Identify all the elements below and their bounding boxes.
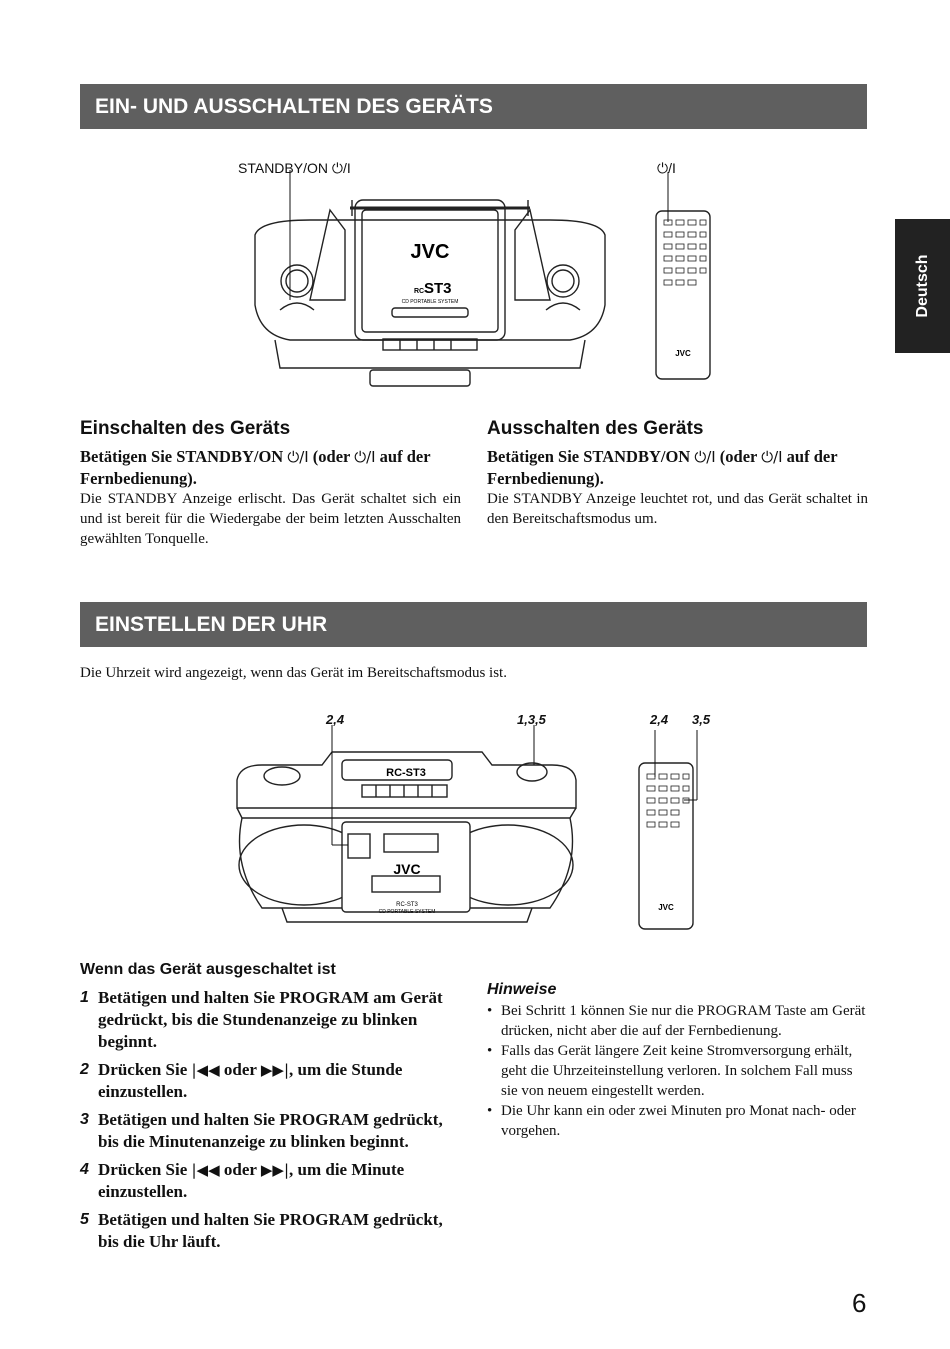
- language-tab: [895, 219, 950, 353]
- power-icon: ⏻/I: [287, 448, 309, 466]
- previous-icon: |◀◀: [191, 1161, 220, 1179]
- step-text: , um die Stunde einzustellen.: [98, 1060, 403, 1101]
- standby-on-label: STANDBY/ON ⏻/I: [238, 160, 351, 176]
- step-text: Betätigen und halten Sie PROGRAM am Gerät gedrückt, bis die Stundenanzeige zu blinken beginnt.: [98, 988, 443, 1051]
- step-number: 5: [80, 1211, 89, 1228]
- section-header-clock: EINSTELLEN DER UHR: [80, 602, 867, 647]
- power-on-instruction-b: (oder: [312, 447, 351, 466]
- note-item: • Falls das Gerät längere Zeit keine Stromversorgung erhält, geht die Uhrzeiteinstellung verloren. In solchem Fall muss sie von neuem eingestellt werden.: [487, 1041, 868, 1101]
- clock-steps: [80, 961, 461, 1259]
- remote-illustration: [655, 210, 711, 382]
- unit-subtitle: CD PORTABLE SYSTEM: [401, 299, 459, 305]
- step-text: Betätigen und halten Sie PROGRAM gedrückt, bis die Uhr läuft.: [98, 1210, 443, 1251]
- section-header-power: EIN- UND AUSSCHALTEN DES GERÄTS: [80, 84, 867, 129]
- step-text: Drücken Sie: [98, 1060, 188, 1079]
- step-3: [80, 1109, 461, 1153]
- step-text: Drücken Sie: [98, 1160, 188, 1179]
- power-icon: ⏻/I: [761, 448, 783, 466]
- step-number: 4: [80, 1161, 89, 1178]
- notes-list: [487, 1001, 868, 1141]
- unit-model-label: RC-ST3: [396, 902, 418, 908]
- unit-brand-logo: JVC: [393, 861, 421, 877]
- power-on-instruction-a: Betätigen Sie STANDBY/ON: [80, 447, 284, 466]
- power-on-instruction-c: auf der Fernbedienung).: [80, 447, 431, 488]
- power-icon: ⏻/I: [694, 448, 716, 466]
- step-text: , um die Minute einzustellen.: [98, 1160, 405, 1201]
- callout-label: 1,3,5: [517, 712, 546, 727]
- power-on-instruction: [80, 446, 461, 489]
- unit-top-view-illustration: [250, 190, 610, 390]
- power-icon: ⏻/I: [354, 448, 376, 466]
- unit-brand-logo: JVC: [410, 241, 450, 263]
- power-off-text: Die STANDBY Anzeige leuchtet rot, und das Gerät schaltet in den Bereitschaftsmodus um.: [487, 491, 868, 527]
- power-on-heading: Einschalten des Geräts: [80, 418, 291, 439]
- steps-heading: Wenn das Gerät ausgeschaltet ist: [80, 961, 336, 978]
- previous-icon: |◀◀: [191, 1061, 220, 1079]
- callout-label: 2,4: [650, 712, 669, 727]
- step-text: Betätigen und halten Sie PROGRAM gedrückt, bis die Minutenanzeige zu blinken beginnt.: [98, 1110, 443, 1151]
- remote-brand-logo: JVC: [658, 903, 674, 912]
- next-icon: ▶▶|: [260, 1161, 289, 1179]
- step-text: oder: [223, 1060, 257, 1079]
- power-off-instruction-b: (oder: [719, 447, 758, 466]
- step-text: oder: [223, 1160, 257, 1179]
- clock-intro-text: Die Uhrzeit wird angezeigt, wenn das Gerät im Bereitschaftsmodus ist.: [80, 665, 507, 681]
- remote-illustration: [638, 762, 694, 932]
- step-1: [80, 987, 461, 1053]
- callout-label: 3,5: [692, 712, 711, 727]
- note-item: • Die Uhr kann ein oder zwei Minuten pro Monat nach- oder vorgehen.: [487, 1101, 868, 1141]
- callout-label: 2,4: [326, 712, 345, 727]
- unit-front-view-illustration: [232, 730, 580, 930]
- notes-heading: Hinweise: [487, 981, 557, 998]
- notes-block: [487, 981, 868, 1141]
- remote-standby-label: ⏻/I: [657, 160, 676, 176]
- unit-subtitle: CD PORTABLE SYSTEM: [378, 909, 436, 915]
- power-off-instruction-c: auf der Fernbedienung).: [487, 447, 838, 488]
- unit-model-prefix: RC-: [414, 288, 427, 295]
- power-off-heading: Ausschalten des Geräts: [487, 418, 704, 439]
- unit-model-logo: ST3: [424, 280, 452, 297]
- language-tab-label: Deutsch: [913, 254, 931, 318]
- note-item: • Bei Schritt 1 können Sie nur die PROGRAM Taste am Gerät drücken, nicht aber die auf der Fernbedienung.: [487, 1001, 868, 1041]
- power-on-text: Die STANDBY Anzeige erlischt. Das Gerät schaltet sich ein und ist bereit für die Wiedergabe der beim letzten Ausschalten gewählten Tonquelle.: [80, 491, 461, 547]
- top-model-logo: RC-ST3: [386, 767, 426, 779]
- step-number: 3: [80, 1111, 89, 1128]
- step-number: 1: [80, 989, 89, 1006]
- step-number: 2: [80, 1061, 89, 1078]
- page-number: 6: [852, 1288, 867, 1318]
- step-2: [80, 1059, 461, 1103]
- step-4: [80, 1159, 461, 1203]
- step-5: [80, 1209, 461, 1253]
- power-off-instruction-a: Betätigen Sie STANDBY/ON: [487, 447, 691, 466]
- power-on-column: [80, 418, 461, 549]
- next-icon: ▶▶|: [260, 1061, 289, 1079]
- remote-brand-logo: JVC: [675, 349, 691, 358]
- power-off-column: [487, 418, 868, 529]
- power-off-instruction: [487, 446, 868, 489]
